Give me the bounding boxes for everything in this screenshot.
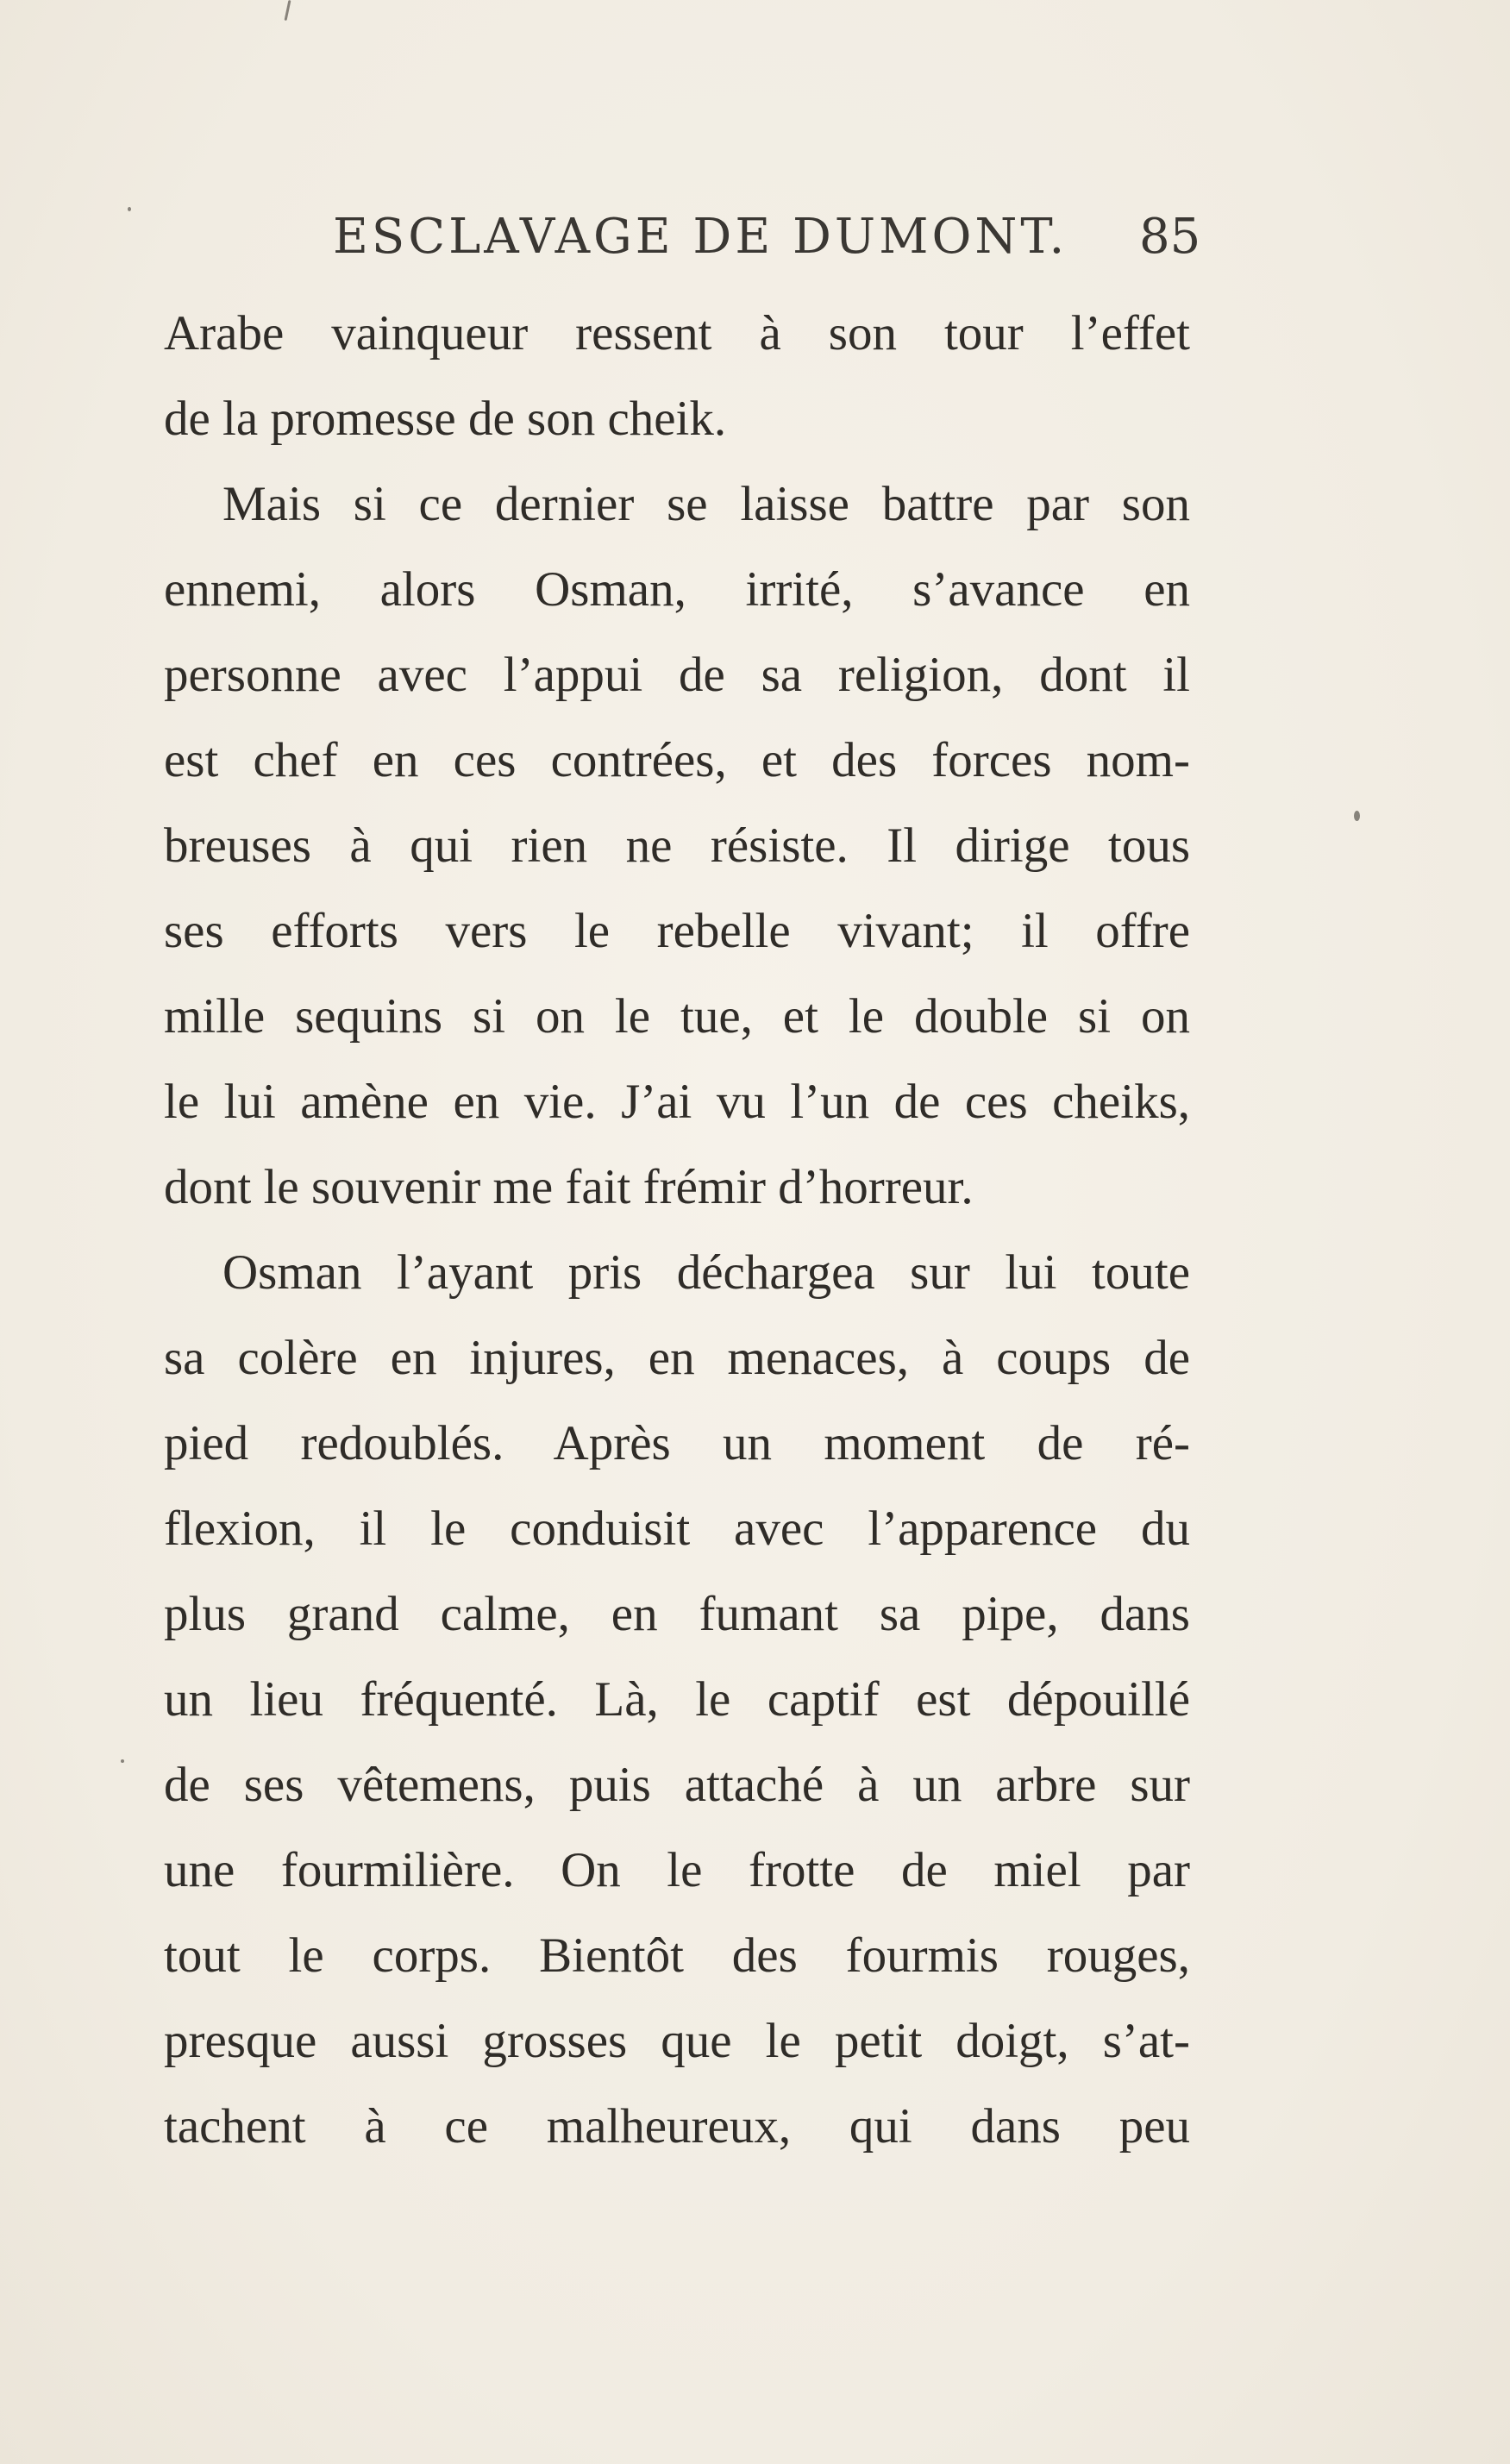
paper-speck xyxy=(121,1759,124,1763)
text-line: Arabe vainqueur ressent à son tour l’effet xyxy=(164,306,1190,361)
body-text xyxy=(164,291,1190,2169)
text-line: un lieu fréquenté. Là, le captif est dépouillé xyxy=(164,1672,1190,1727)
text-line: personne avec l’appui de sa religion, dont il xyxy=(164,648,1190,702)
paper-speck xyxy=(1354,811,1360,821)
paper-speck xyxy=(285,0,291,21)
text-line: Mais si ce dernier se laisse battre par son xyxy=(222,477,1190,531)
text-line: est chef en ces contrées, et des forces nom- xyxy=(164,733,1190,787)
text-line: une fourmilière. On le frotte de miel par xyxy=(164,1843,1190,1897)
text-line: de la promesse de son cheik. xyxy=(164,392,727,446)
text-line: breuses à qui rien ne résiste. Il dirige tous xyxy=(164,818,1190,873)
text-line: de ses vêtemens, puis attaché à un arbre sur xyxy=(164,1758,1190,1812)
text-line: tachent à ce malheureux, qui dans peu xyxy=(164,2099,1190,2154)
page-header xyxy=(333,203,1201,272)
text-line: tout le corps. Bientôt des fourmis rouges, xyxy=(164,1928,1190,1983)
text-line: flexion, il le conduisit avec l’apparence du xyxy=(164,1502,1190,1556)
text-line: presque aussi grosses que le petit doigt, s’at- xyxy=(164,2014,1190,2068)
text-line: Osman l’ayant pris déchargea sur lui toute xyxy=(222,1245,1190,1300)
text-line: mille sequins si on le tue, et le double si on xyxy=(164,989,1190,1044)
page-number: 85 xyxy=(1139,209,1201,265)
text-line: dont le souvenir me fait frémir d’horreur. xyxy=(164,1160,974,1214)
running-title: ESCLAVAGE DE DUMONT. xyxy=(333,209,1068,265)
text-line: le lui amène en vie. J’ai vu l’un de ces cheiks, xyxy=(164,1075,1190,1129)
text-line: pied redoublés. Après un moment de ré- xyxy=(164,1416,1190,1470)
text-line: sa colère en injures, en menaces, à coups de xyxy=(164,1331,1190,1385)
text-line: ennemi, alors Osman, irrité, s’avance en xyxy=(164,562,1190,617)
text-line: ses efforts vers le rebelle vivant; il offre xyxy=(164,904,1190,958)
paper-speck xyxy=(128,207,131,211)
text-line: plus grand calme, en fumant sa pipe, dans xyxy=(164,1587,1190,1641)
